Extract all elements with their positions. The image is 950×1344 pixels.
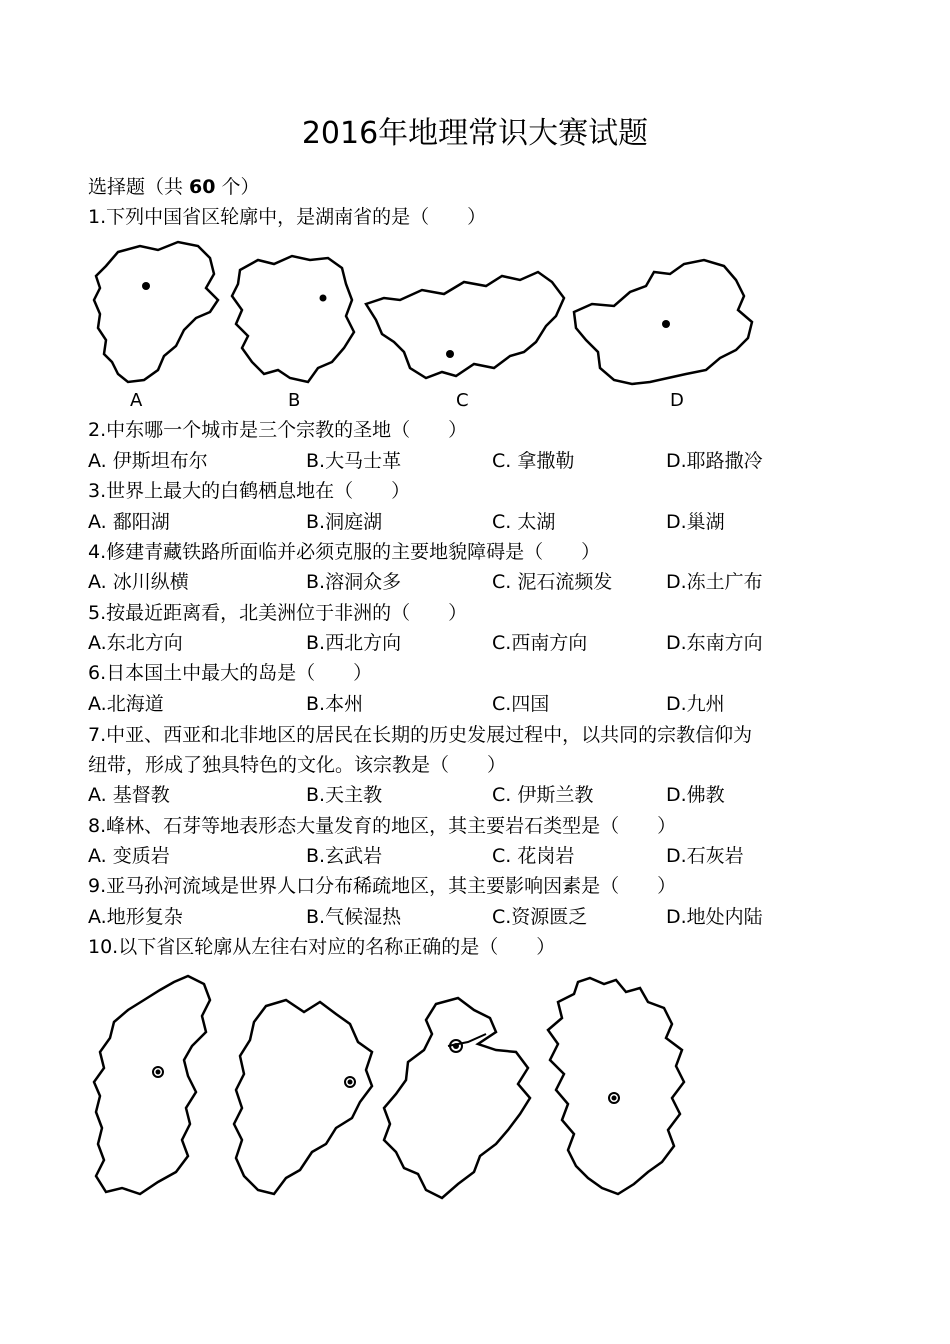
- q10-province-map-2: [226, 994, 382, 1200]
- q9-option-b: B.气候湿热: [306, 906, 402, 928]
- question-3-stem: 3.世界上最大的白鹤栖息地在（ ）: [88, 480, 411, 502]
- question-2-stem: 2.中东哪一个城市是三个宗教的圣地（ ）: [88, 419, 468, 441]
- q8-option-b: B.玄武岩: [306, 845, 383, 867]
- q8-option-c: C. 花岗岩: [492, 845, 575, 867]
- q7-option-a: A. 基督教: [88, 784, 170, 806]
- question-7-stem-continued: 纽带，形成了独具特色的文化。该宗教是（ ）: [88, 754, 507, 776]
- q2-option-b: B.大马士革: [306, 450, 402, 472]
- q7-option-b: B.天主教: [306, 784, 383, 806]
- q9-option-d: D.地处内陆: [666, 906, 763, 928]
- section-heading: 选择题（共 60 个）: [88, 176, 260, 198]
- q10-province-map-3: [378, 994, 542, 1202]
- q1-province-map-b: [228, 250, 358, 390]
- q6-option-d: D.九州: [666, 693, 725, 715]
- q7-option-d: D.佛教: [666, 784, 725, 806]
- q4-option-a: A. 冰川纵横: [88, 571, 189, 593]
- q5-option-c: C.西南方向: [492, 632, 588, 654]
- question-10-stem: 10.以下省区轮廓从左往右对应的名称正确的是（ ）: [88, 936, 556, 958]
- q3-option-a: A. 鄱阳湖: [88, 511, 170, 533]
- question-1-stem: 1.下列中国省区轮廓中，是湖南省的是（ ）: [88, 206, 487, 228]
- q5-option-a: A.东北方向: [88, 632, 183, 654]
- q1-province-map-a: [88, 238, 228, 390]
- map-label-d: D: [670, 390, 684, 411]
- q2-option-c: C. 拿撒勒: [492, 450, 575, 472]
- q3-option-d: D.巢湖: [666, 511, 725, 533]
- q3-option-b: B.洞庭湖: [306, 511, 383, 533]
- q1-province-map-d: [570, 256, 760, 390]
- q10-province-map-4: [540, 972, 690, 1200]
- question-5-stem: 5.按最近距离看，北美洲位于非洲的（ ）: [88, 602, 468, 624]
- q5-option-b: B.西北方向: [306, 632, 402, 654]
- question-7-stem: 7.中亚、西亚和北非地区的居民在长期的历史发展过程中，以共同的宗教信仰为: [88, 724, 753, 746]
- map-label-b: B: [288, 390, 301, 411]
- q2-option-d: D.耶路撒冷: [666, 450, 763, 472]
- q8-option-d: D.石灰岩: [666, 845, 744, 867]
- q9-option-c: C.资源匮乏: [492, 906, 588, 928]
- q8-option-a: A. 变质岩: [88, 845, 170, 867]
- q4-option-b: B.溶洞众多: [306, 571, 402, 593]
- q6-option-b: B.本州: [306, 693, 364, 715]
- q4-option-c: C. 泥石流频发: [492, 571, 613, 593]
- question-4-stem: 4.修建青藏铁路所面临并必须克服的主要地貌障碍是（ ）: [88, 541, 601, 563]
- q6-option-c: C.四国: [492, 693, 550, 715]
- q6-option-a: A.北海道: [88, 693, 164, 715]
- page-title: 2016年地理常识大赛试题: [301, 116, 649, 151]
- q9-option-a: A.地形复杂: [88, 906, 183, 928]
- question-9-stem: 9.亚马孙河流域是世界人口分布稀疏地区，其主要影响因素是（ ）: [88, 875, 677, 897]
- question-6-stem: 6.日本国土中最大的岛是（ ）: [88, 662, 373, 684]
- q7-option-c: C. 伊斯兰教: [492, 784, 594, 806]
- q5-option-d: D.东南方向: [666, 632, 763, 654]
- q4-option-d: D.冻土广布: [666, 571, 763, 593]
- q1-province-map-c: [360, 264, 570, 390]
- map-label-a: A: [130, 390, 143, 411]
- question-8-stem: 8.峰林、石芽等地表形态大量发育的地区，其主要岩石类型是（ ）: [88, 815, 677, 837]
- q10-province-map-1: [88, 970, 218, 1202]
- q2-option-a: A. 伊斯坦布尔: [88, 450, 208, 472]
- q3-option-c: C. 太湖: [492, 511, 556, 533]
- map-label-c: C: [456, 390, 469, 411]
